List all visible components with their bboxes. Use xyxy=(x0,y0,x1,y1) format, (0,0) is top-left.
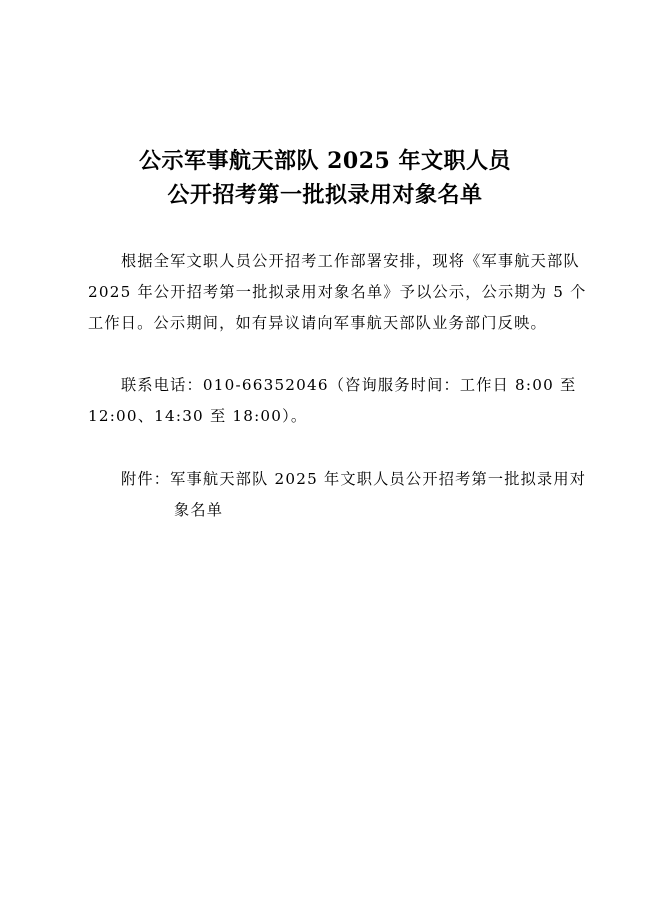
document-title-line-2: 公开招考第一批拟录用对象名单 xyxy=(167,182,483,208)
document-title-line-1: 公示军事航天部队 2025 年文职人员 xyxy=(138,148,512,174)
contact-paragraph: 联系电话：010-66352046（咨询服务时间：工作日 8:00 至 12:00、14:30 至 18:00）。 xyxy=(88,376,577,425)
announcement-paragraph: 根据全军文职人员公开招考工作部署安排，现将《军事航天部队 2025 年公开招考第一批拟录用对象名单》予以公示，公示期为 5 个工作日。公示期间，如有异议请向军事航天部队业务部门反映。 xyxy=(88,252,587,332)
attachment-note: 附件：军事航天部队 2025 年文职人员公开招考第一批拟录用对象名单 xyxy=(121,470,587,519)
